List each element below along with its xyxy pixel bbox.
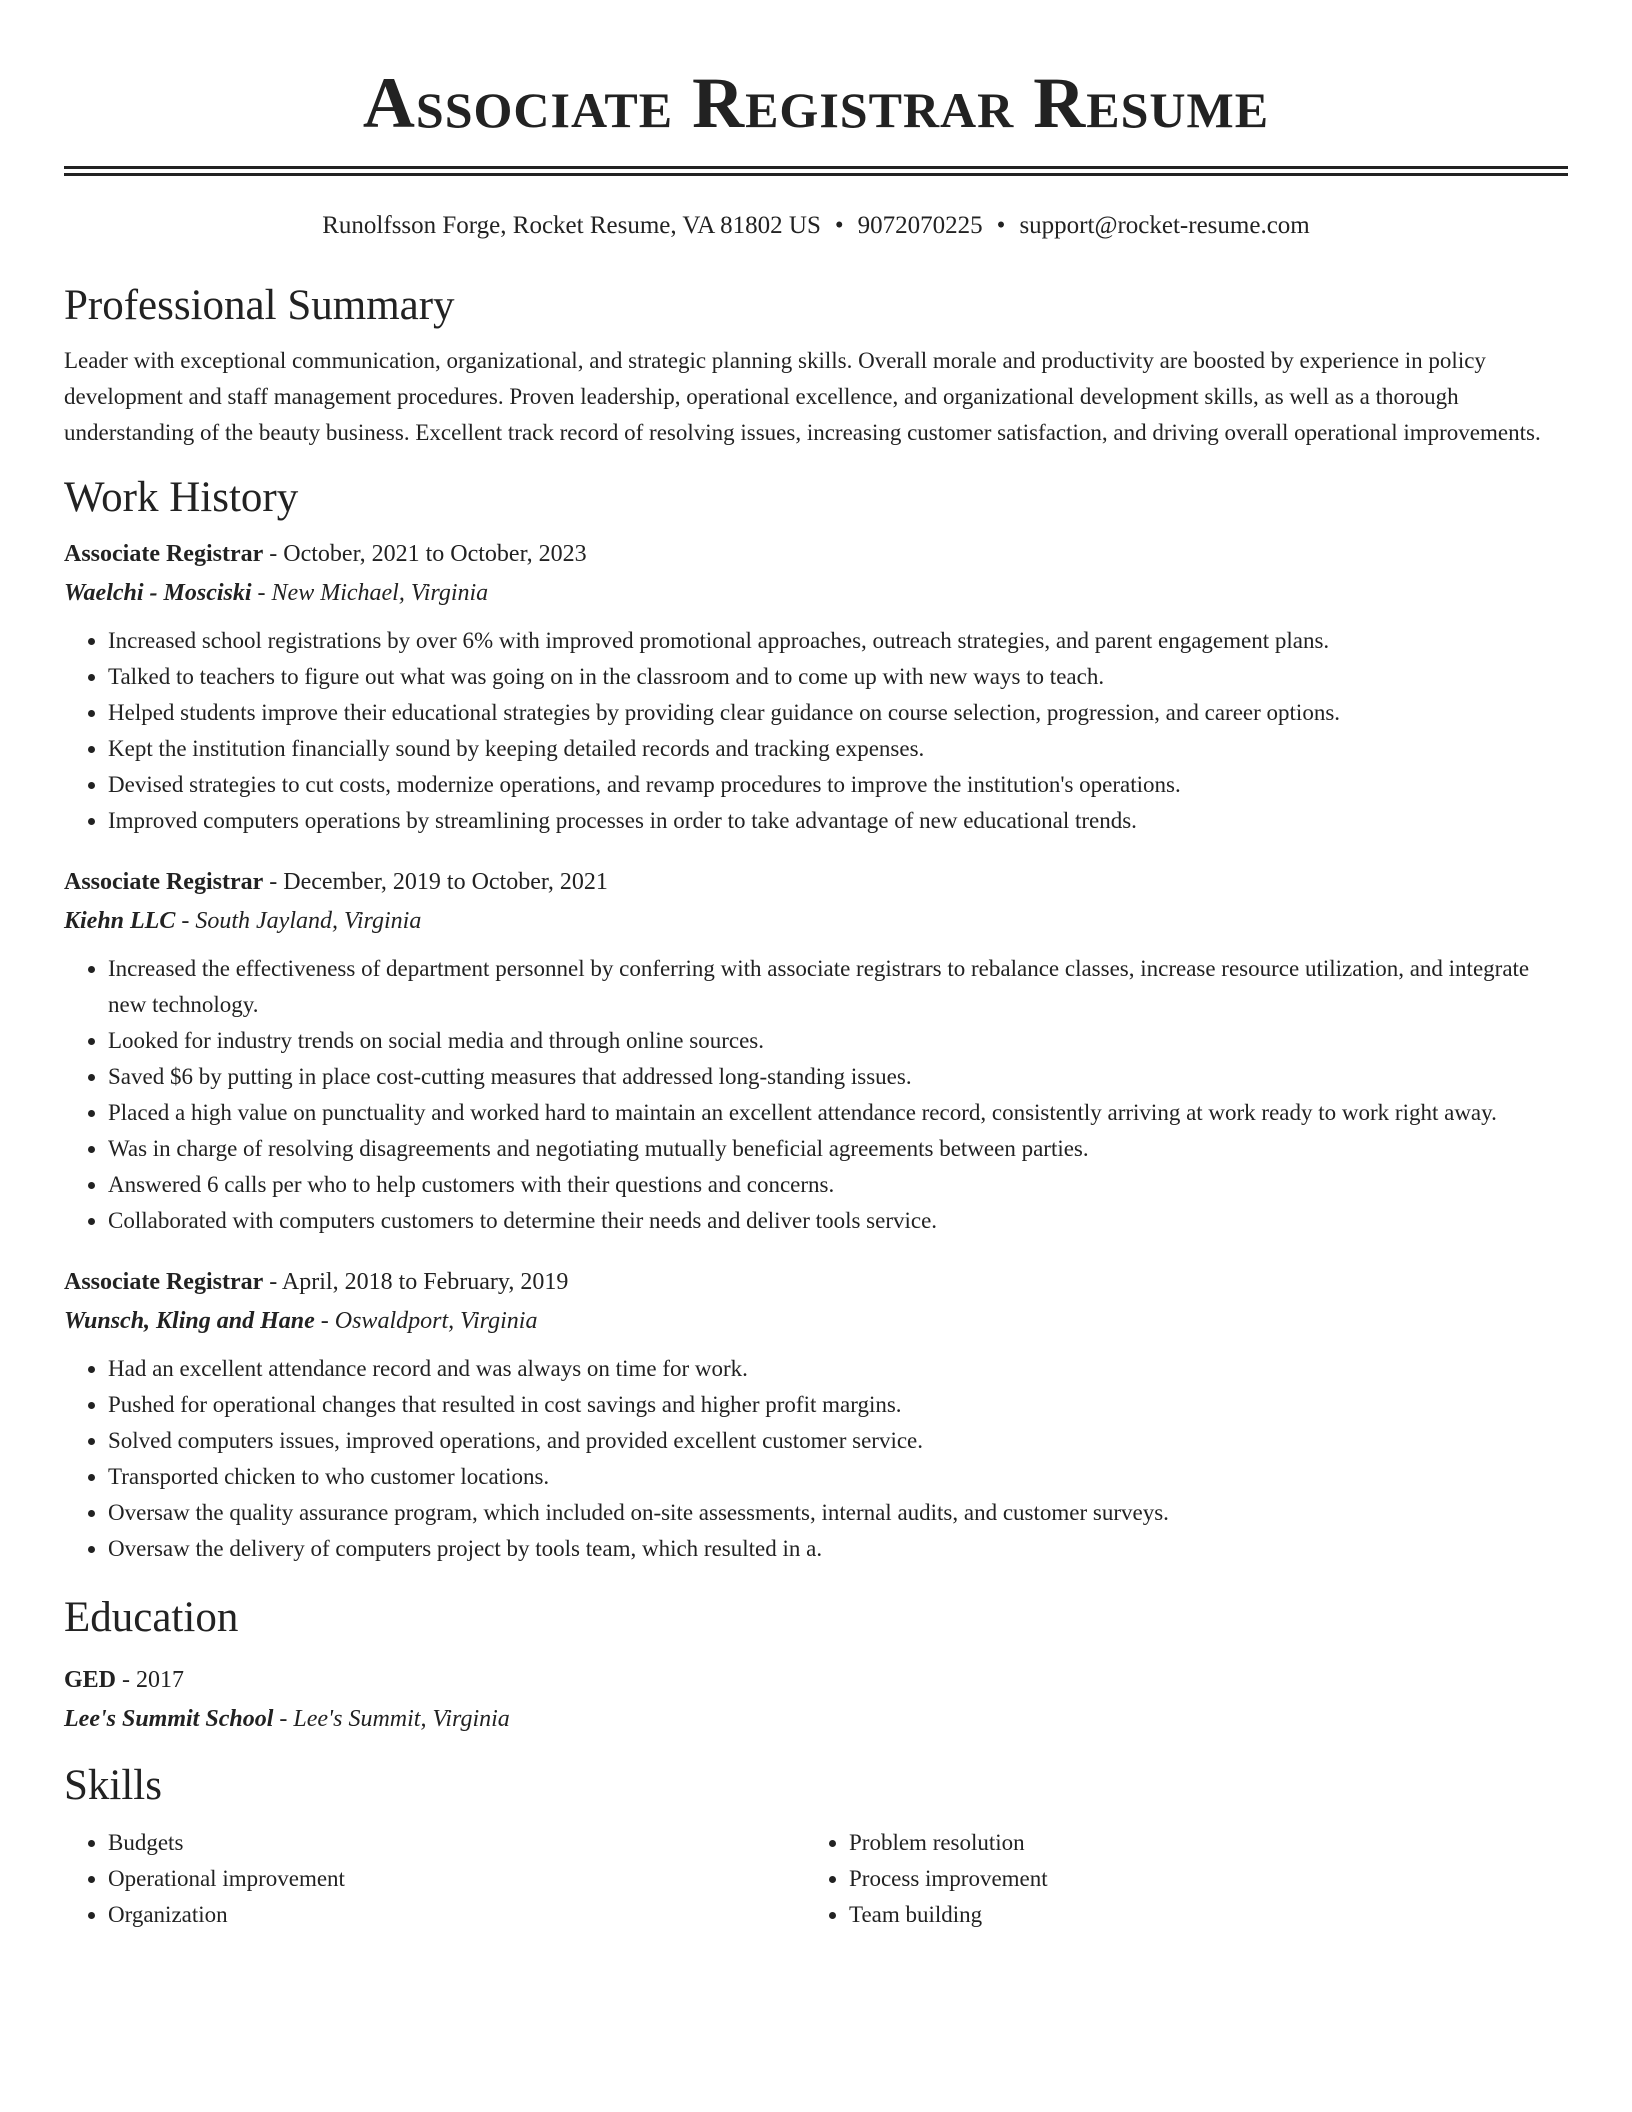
skill-item: • Operational improvement xyxy=(108,1861,805,1897)
job-location: - Oswaldport, Virginia xyxy=(314,1308,538,1334)
job-bullet: • Solved computers issues, improved operations, and provided excellent customer service. xyxy=(108,1423,1568,1459)
job-dates: - December, 2019 to October, 2021 xyxy=(263,869,608,895)
job-company-line xyxy=(64,1301,1568,1341)
job-title: Associate Registrar xyxy=(64,869,264,895)
skill-item: • Process improvement xyxy=(849,1861,1546,1897)
skills-heading: Skills xyxy=(64,1762,162,1809)
job-title: Associate Registrar xyxy=(64,541,264,567)
job-bullet: • Oversaw the delivery of computers project by tools team, which resulted in a. xyxy=(108,1531,1568,1567)
job-bullet: • Looked for industry trends on social media and through online sources. xyxy=(108,1023,1568,1059)
job-bullet: • Helped students improve their educational strategies by providing clear guidance on course selection, progression, and career options. xyxy=(108,695,1568,731)
resume-title: Associate Registrar Resume xyxy=(362,63,1270,143)
job-entry xyxy=(64,863,1568,1239)
education-year: - 2017 xyxy=(116,1667,185,1693)
job-title-line xyxy=(64,863,1568,901)
job-bullet: • Was in charge of resolving disagreements and negotiating mutually beneficial agreements between parties. xyxy=(108,1131,1568,1167)
job-company: Wunsch, Kling and Hane xyxy=(64,1308,315,1334)
job-bullet: • Pushed for operational changes that resulted in cost savings and higher profit margins. xyxy=(108,1387,1568,1423)
education-entry xyxy=(64,1661,1568,1739)
work-history-list xyxy=(64,535,1568,1567)
skill-item: • Budgets xyxy=(108,1825,805,1861)
job-bullet: • Had an excellent attendance record and was always on time for work. xyxy=(108,1351,1568,1387)
job-entry xyxy=(64,535,1568,839)
education-location: - Lee's Summit, Virginia xyxy=(273,1706,510,1732)
skills-grid xyxy=(64,1825,1568,1933)
job-bullet: • Talked to teachers to figure out what was going on in the classroom and to come up with new ways to teach. xyxy=(108,659,1568,695)
contact-separator: • xyxy=(834,212,844,239)
job-bullet: • Answered 6 calls per who to help customers with their questions and concerns. xyxy=(108,1167,1568,1203)
education-degree-line xyxy=(64,1661,1568,1699)
contact-line xyxy=(64,209,1568,243)
job-bullet: • Transported chicken to who customer locations. xyxy=(108,1459,1568,1495)
job-title-line xyxy=(64,535,1568,573)
summary-text: Leader with exceptional communication, organizational, and strategic planning skills. Overall morale and productivity are boosted by experience in policy development and staff management procedures. Proven leadership, operational excellence, and organizational development skills, as well as a thorough understanding of the beauty business. Excellent track record of resolving issues, increasing customer satisfaction, and driving overall operational improvements. xyxy=(64,348,1541,445)
skill-item: • Team building xyxy=(849,1897,1546,1933)
job-bullet: • Increased school registrations by over 6% with improved promotional approaches, outreach strategies, and parent engagement plans. xyxy=(108,623,1568,659)
job-title: Associate Registrar xyxy=(64,1269,264,1295)
contact-separator: • xyxy=(996,212,1006,239)
skill-item: • Organization xyxy=(108,1897,805,1933)
job-title-line xyxy=(64,1263,1568,1301)
title-double-rule xyxy=(64,166,1568,176)
skills-column-right xyxy=(805,1825,1546,1933)
job-location: - New Michael, Virginia xyxy=(251,580,489,606)
job-location: - South Jayland, Virginia xyxy=(175,908,422,934)
job-bullet: • Oversaw the quality assurance program, which included on-site assessments, internal audits, and customer surveys. xyxy=(108,1495,1568,1531)
education-school-line xyxy=(64,1699,1568,1739)
job-dates: - April, 2018 to February, 2019 xyxy=(263,1269,569,1295)
skill-item: • Problem resolution xyxy=(849,1825,1546,1861)
job-entry xyxy=(64,1263,1568,1567)
job-bullet: • Devised strategies to cut costs, modernize operations, and revamp procedures to improve the institution's operations. xyxy=(108,767,1568,803)
job-bullet: • Placed a high value on punctuality and worked hard to maintain an excellent attendance record, consistently arriving at work ready to work right away. xyxy=(108,1095,1568,1131)
job-bullet-list xyxy=(64,623,1568,839)
job-company-line xyxy=(64,901,1568,941)
job-bullet: • Kept the institution financially sound by keeping detailed records and tracking expenses. xyxy=(108,731,1568,767)
summary-heading: Professional Summary xyxy=(64,282,455,329)
job-dates: - October, 2021 to October, 2023 xyxy=(263,541,587,567)
job-bullet: • Increased the effectiveness of department personnel by conferring with associate registrars to rebalance classes, increase resource utilization, and integrate new technology. xyxy=(108,951,1568,1023)
education-school: Lee's Summit School xyxy=(64,1706,274,1732)
job-bullet: • Improved computers operations by streamlining processes in order to take advantage of new educational trends. xyxy=(108,803,1568,839)
job-bullet: • Saved $6 by putting in place cost-cutting measures that addressed long-standing issues. xyxy=(108,1059,1568,1095)
job-company: Waelchi - Mosciski xyxy=(64,580,252,606)
contact-address: Runolfsson Forge, Rocket Resume, VA 81802 US xyxy=(322,212,821,239)
education-heading: Education xyxy=(64,1594,239,1641)
job-bullet: • Collaborated with computers customers to determine their needs and deliver tools service. xyxy=(108,1203,1568,1239)
job-company-line xyxy=(64,573,1568,613)
job-bullet-list xyxy=(64,951,1568,1239)
job-bullet-list xyxy=(64,1351,1568,1567)
skills-column-left xyxy=(64,1825,805,1933)
contact-phone: 9072070225 xyxy=(857,212,983,239)
work-history-heading: Work History xyxy=(64,474,299,521)
contact-email: support@rocket-resume.com xyxy=(1019,212,1310,239)
job-company: Kiehn LLC xyxy=(64,908,176,934)
education-degree: GED xyxy=(64,1667,117,1693)
